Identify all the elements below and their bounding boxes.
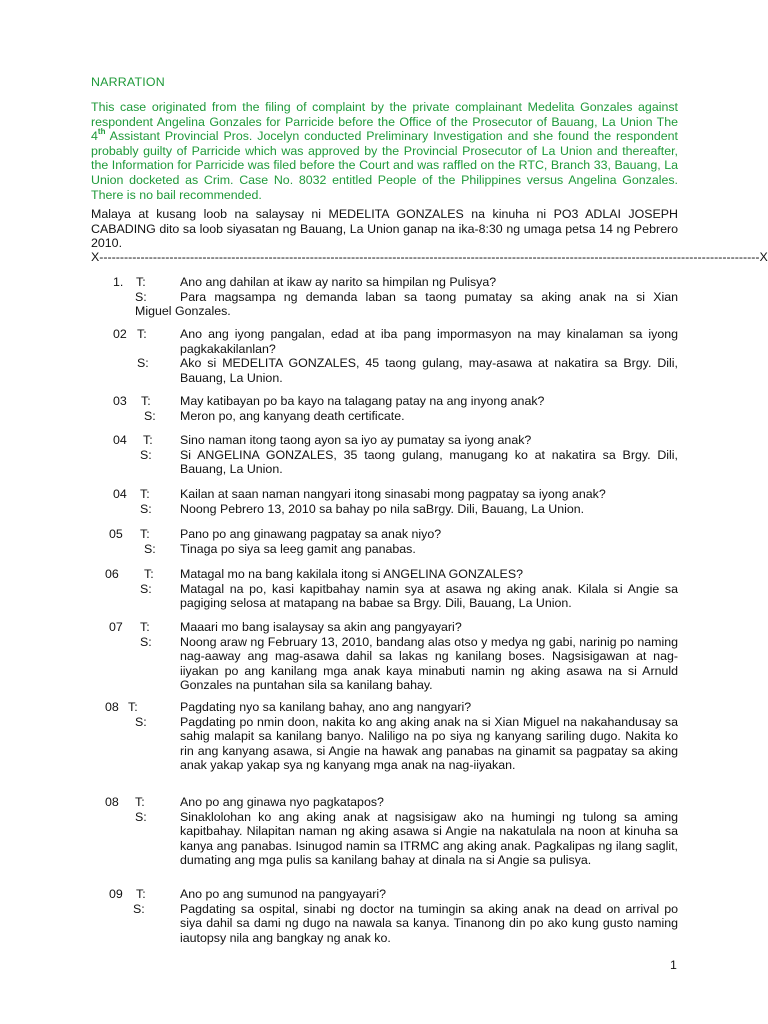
- qa-number: 04: [113, 433, 127, 447]
- question-label: T:: [135, 795, 145, 809]
- intro-part-1: This case originated from the filing of complaint by the private complainant Medelita Gonzales against respondent Angelina Gonzales for Parricide before the Office of the Prosecutor of Bauang, La Union The 4: [91, 100, 678, 144]
- intro-superscript: th: [97, 127, 106, 137]
- answer-label: S:: [140, 447, 152, 462]
- qa-item: [0, 795, 768, 868]
- answer-label: S:: [144, 408, 156, 423]
- question-text: Pagdating nyo sa kanilang bahay, ano ang nangyari?: [180, 700, 472, 714]
- answer-label: S:: [135, 289, 147, 304]
- question-text: May katibayan po ba kayo na talagang patay na ang inyong anak?: [180, 394, 545, 408]
- answer-text: Tinaga po siya sa leeg gamit ang panabas.: [180, 541, 416, 556]
- answer-label: S:: [137, 356, 149, 371]
- question-label: T:: [140, 620, 150, 634]
- question-label: T:: [143, 433, 153, 447]
- answer-text: Si ANGELINA GONZALES, 35 taong gulang, manugang ko at nakatira sa Brgy. Dili, Bauang, La Union.: [180, 447, 678, 477]
- qa-number: 02: [113, 327, 127, 341]
- question-text: Sino naman itong taong ayon sa iyo ay pumatay sa iyong anak?: [180, 433, 532, 447]
- page-number: 1: [670, 958, 677, 972]
- answer-text: Noong Pebrero 13, 2010 sa bahay po nila saBrgy. Dili, Bauang, La Union.: [180, 501, 585, 516]
- qa-number: 09: [109, 887, 123, 901]
- qa-number: 1.: [113, 275, 124, 289]
- heading-narration: NARRATION: [91, 75, 165, 89]
- answer-text-continued: Miguel Gonzales.: [135, 304, 231, 319]
- question-label: T:: [141, 394, 151, 408]
- qa-number: 08: [105, 700, 119, 714]
- question-text: Kailan at saan naman nangyari itong sinasabi mong pagpatay sa iyong anak?: [180, 487, 606, 501]
- question-text: Ano ang iyong pangalan, edad at iba pang impormasyon na may kinalaman sa iyong pagkakakilanlan?: [180, 327, 678, 356]
- answer-label: S:: [133, 901, 145, 916]
- qa-item: [0, 433, 768, 477]
- qa-item: [0, 887, 768, 945]
- answer-label: S:: [140, 501, 152, 516]
- question-text: Maaari mo bang isalaysay sa akin ang pangyayari?: [180, 620, 462, 634]
- separator-start: X: [91, 250, 100, 264]
- intro-paragraph: [91, 100, 678, 202]
- qa-item: [0, 275, 768, 319]
- answer-text: Para magsampa ng demanda laban sa taong pumatay sa aking anak na si Xian: [180, 289, 678, 304]
- opening-statement: Malaya at kusang loob na salaysay ni MEDELITA GONZALES na kinuha ni PO3 ADLAI JOSEPH CABADING dito sa loob siyasatan ng Bauang, La Union ganap na ika-8:30 ng umaga petsa 14 ng Pebrero 2010.: [91, 207, 678, 251]
- answer-label: S:: [135, 714, 147, 729]
- question-label: T:: [137, 327, 147, 341]
- question-text: Ano po ang ginawa nyo pagkatapos?: [180, 795, 384, 809]
- separator-dashes: ----------------------------------------------------------------------------------------------------------------------------------------------------------------: [99, 250, 760, 264]
- answer-text: Pagdating sa ospital, sinabi ng doctor na tumingin sa aking anak na dead on arrival po siya dahil sa dami ng dugo na nawala sa kanya. Tinanong din po ako kung gusto naming iautopsy nila ang bangkay ng anak ko.: [180, 901, 678, 945]
- answer-text: Ako si MEDELITA GONZALES, 45 taong gulang, may-asawa at nakatira sa Brgy. Dili, Bauang, La Union.: [180, 356, 678, 385]
- qa-item: [0, 700, 768, 773]
- answer-label: S:: [135, 809, 147, 824]
- qa-number: 03: [113, 394, 127, 408]
- answer-text: Meron po, ang kanyang death certificate.: [180, 408, 405, 423]
- answer-text: Noong araw ng February 13, 2010, bandang alas otso y medya ng gabi, narinig po naming nag-aaway ang mag-asawa dahil sa lakas ng kanilang boses. Nagsisigawan at nag-iiyakan po ang kanilang mga anak kaya minabuti namin ng aking asawa na si Arnuld Gonzales na puntahan sila sa kanilang bahay.: [180, 634, 678, 693]
- qa-number: 08: [105, 795, 119, 809]
- qa-number: 06: [105, 567, 119, 581]
- answer-text: Sinaklolohan ko ang aking anak at nagsisigaw ako na humingi ng tulong sa aming kapitbahay. Nilapitan naman ng aking asawa si Angie na nakatulala na noon at kinuha sa kanya ang panabas. Isinugod namin sa ITRMC ang aking anak. Pagkalipas ng ilang saglit, dumating ang mga pulis sa kanilang bahay at dinala na si Angie sa pulisya.: [180, 809, 678, 868]
- answer-label: S:: [140, 581, 152, 596]
- separator-line: [91, 250, 768, 265]
- qa-item: [0, 327, 768, 385]
- question-text: Ano ang dahilan at ikaw ay narito sa himpilan ng Pulisya?: [180, 275, 497, 289]
- qa-number: 05: [109, 527, 123, 541]
- answer-text: Matagal na po, kasi kapitbahay namin sya at asawa ng aking anak. Kilala si Angie sa pagiging selosa at matapang na babae sa Brgy. Dili, Bauang, La Union.: [180, 581, 678, 611]
- answer-label: S:: [140, 634, 152, 649]
- question-label: T:: [144, 567, 154, 581]
- question-label: T:: [128, 700, 138, 714]
- qa-item: [0, 487, 768, 516]
- question-text: Matagal mo na bang kakilala itong si ANGELINA GONZALES?: [180, 567, 523, 581]
- answer-text: Pagdating po nmin doon, nakita ko ang aking anak na si Xian Miguel na nakahandusay sa sahig malapit sa kanilang banyo. Naliligo na po siya ng kanyang sariling dugo. Nakita ko rin ang kanyang asawa, si Angie na hawak ang panabas na ginamit sa pagpatay sa aking anak yakap yakap sya ng kanyang mga anak na nag-iiyakan.: [180, 714, 678, 773]
- answer-label: S:: [144, 541, 156, 556]
- question-label: T:: [136, 887, 146, 901]
- question-text: Pano po ang ginawang pagpatay sa anak niyo?: [180, 527, 442, 541]
- qa-item: [0, 567, 768, 611]
- qa-number: 04: [113, 487, 127, 501]
- qa-item: [0, 620, 768, 693]
- intro-part-2: Assistant Provincial Pros. Jocelyn conducted Preliminary Investigation and she found the respondent probably guilty of Parricide which was approved by the Provincial Prosecutor of La Union and thereafter, the Information for Parricide was filed before the Court and was raffled on the RTC, Branch 33, Bauang, La Union docketed as Crim. Case No. 8032 entitled People of the Philippines versus Angelina Gonzales. There is no bail recommended.: [91, 129, 678, 202]
- qa-number: 07: [109, 620, 123, 634]
- separator-end: X: [759, 250, 768, 264]
- question-label: T:: [140, 487, 150, 501]
- question-label: T:: [140, 527, 150, 541]
- qa-item: [0, 527, 768, 556]
- qa-item: [0, 394, 768, 423]
- question-text: Ano po ang sumunod na pangyayari?: [180, 887, 386, 901]
- question-label: T:: [136, 275, 146, 289]
